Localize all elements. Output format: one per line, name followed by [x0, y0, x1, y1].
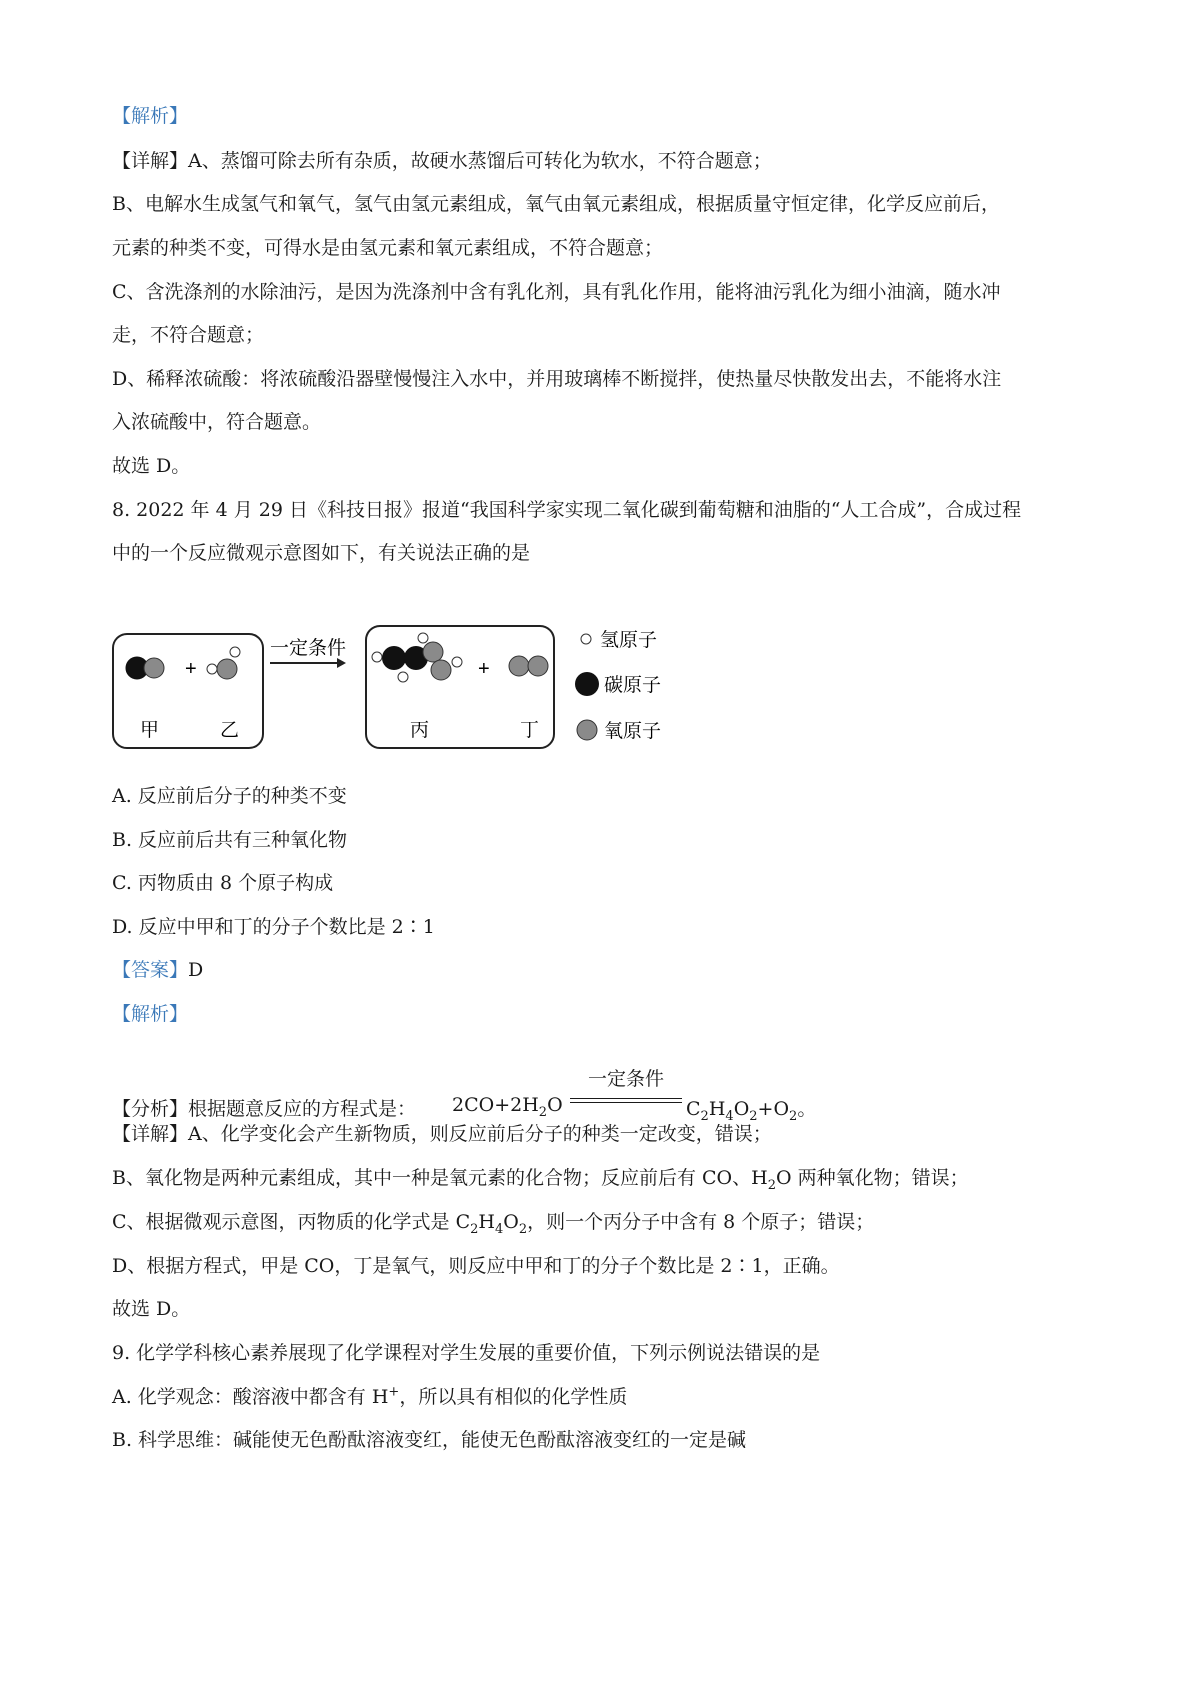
eq-r5: 。: [797, 1098, 817, 1120]
detail-line-b2: 元素的种类不变，可得水是由氢元素和氧元素组成，不符合题意；: [112, 237, 664, 259]
detail2-line-d: D、根据方程式，甲是 CO，丁是氧气，则反应中甲和丁的分子个数比是 2∶1，正确。: [112, 1255, 840, 1277]
q9a-2: ，所以具有相似的化学性质: [399, 1386, 628, 1408]
eq-r2: H: [708, 1098, 726, 1120]
d2sub: 2: [767, 1177, 776, 1193]
d3s3: 2: [518, 1221, 528, 1237]
d2b: O 两种氧化物；错误；: [775, 1167, 969, 1189]
reactant-box: [113, 634, 263, 748]
d3b: H: [478, 1211, 495, 1233]
label-ding: 丁: [520, 719, 540, 741]
eq-left-sub: 2: [538, 1104, 548, 1120]
question-9-option-b: B. 科学思维：碱能使无色酚酞溶液变红，能使无色酚酞溶液变红的一定是碱: [112, 1429, 747, 1451]
detail-line-b1: B、电解水生成氢气和氧气，氢气由氢元素组成，氧气由氧元素组成，根据质量守恒定律，化学反应前后，: [112, 193, 1000, 215]
oxygen-atom: [509, 656, 529, 676]
plus-sign: +: [185, 658, 197, 680]
detail2-line-b: [112, 1166, 969, 1193]
q9a-1: A. 化学观念：酸溶液中都含有 H: [112, 1386, 389, 1408]
q9a-sup: +: [388, 1384, 400, 1400]
legend-carbon-label: 碳原子: [604, 674, 662, 696]
equation-products: [686, 1094, 817, 1124]
legend-hydrogen-icon: [581, 634, 591, 644]
equation-reactants: [452, 1094, 563, 1120]
eq-r3s: 2: [749, 1108, 758, 1124]
oxygen-atom: [528, 656, 548, 676]
label-jia: 甲: [140, 719, 160, 741]
legend-oxygen-icon: [577, 720, 597, 740]
question-9: 9. 化学学科核心素养展现了化学课程对学生发展的重要价值，下列示例说法错误的是: [112, 1342, 821, 1364]
d3c: O: [503, 1211, 519, 1233]
d3a: C、根据微观示意图，丙物质的化学式是 C: [112, 1211, 471, 1233]
oxygen-atom: [217, 659, 237, 679]
eq-r1: C: [686, 1098, 701, 1120]
analysis-heading: 【解析】: [112, 105, 189, 127]
question-8-line-2: 中的一个反应微观示意图如下，有关说法正确的是: [112, 542, 531, 564]
legend-hydrogen-label: 氢原子: [600, 629, 658, 651]
detail-line-c1: C、含洗涤剂的水除油污，是因为洗涤剂中含有乳化剂，具有乳化作用，能将油污乳化为细小油滴，随水冲: [112, 281, 1001, 303]
analysis-heading-2: 【解析】: [112, 1003, 189, 1025]
analysis-text: [112, 1094, 416, 1121]
label-yi: 乙: [220, 719, 240, 741]
eq-left-end: O: [547, 1094, 563, 1116]
eq-r4: +O: [757, 1098, 790, 1120]
eq-r3: O: [733, 1098, 750, 1120]
analysis-body: 根据题意反应的方程式是：: [188, 1098, 417, 1120]
arrow-head: [337, 658, 346, 668]
d2a: B、氧化物是两种元素组成，其中一种是氧元素的化合物；反应前后有 CO、H: [112, 1167, 768, 1189]
carbon-atom: [382, 646, 406, 670]
conclusion-line: 故选 D。: [112, 455, 191, 477]
d3s1: 2: [470, 1221, 479, 1237]
legend-oxygen-label: 氧原子: [604, 720, 662, 742]
hydrogen-atom: [230, 647, 240, 657]
detail-line-c2: 走，不符合题意；: [112, 324, 265, 346]
detail-line-a: [112, 149, 772, 173]
detail2-line-c: [112, 1210, 875, 1237]
detail-line-d2: 入浓硫酸中，符合题意。: [112, 411, 322, 433]
conclusion-line-2: 故选 D。: [112, 1298, 191, 1320]
d3s2: 4: [494, 1221, 504, 1237]
label-bing: 丙: [410, 719, 430, 741]
answer-tag: 【答案】: [112, 959, 189, 981]
question-9-option-a: [112, 1385, 627, 1409]
option-d: D. 反应中甲和丁的分子个数比是 2∶1: [112, 916, 435, 938]
eq-left-text: 2CO+2H: [452, 1094, 539, 1116]
hydrogen-atom: [418, 633, 428, 643]
eq-r4s: 2: [789, 1108, 798, 1124]
option-c: C. 丙物质由 8 个原子构成: [112, 872, 334, 894]
analysis-tag: 【分析】: [112, 1098, 189, 1120]
detail2-tag: 【详解】: [112, 1123, 189, 1145]
detail-text: A、蒸馏可除去所有杂质，故硬水蒸馏后可转化为软水，不符合题意；: [188, 150, 772, 172]
detail-line-d1: D、稀释浓硫酸：将浓硫酸沿器壁慢慢注入水中，并用玻璃棒不断搅拌，使热量尽快散发出去，不能将水注: [112, 368, 1002, 390]
hydrogen-atom: [452, 657, 462, 667]
equation-condition: 一定条件: [587, 1068, 664, 1090]
question-8-line-1: 8. 2022 年 4 月 29 日《科技日报》报道“我国科学家实现二氧化碳到葡萄糖和油脂的“人工合成”，合成过程: [112, 499, 1022, 521]
hydrogen-atom: [207, 664, 217, 674]
eq-r2s: 4: [725, 1108, 734, 1124]
equation-bar-bottom: [570, 1102, 682, 1103]
reaction-diagram: [112, 622, 712, 758]
oxygen-atom: [423, 642, 443, 662]
detail-tag: 【详解】: [112, 150, 189, 172]
oxygen-atom: [144, 658, 164, 678]
option-a: A. 反应前后分子的种类不变: [112, 785, 347, 807]
arrow-condition: 一定条件: [270, 637, 347, 659]
hydrogen-atom: [372, 652, 382, 662]
equation-bar-top: [570, 1098, 682, 1099]
answer-value: D: [188, 959, 204, 981]
legend-carbon-icon: [575, 672, 599, 696]
d3d: ，则一个丙分子中含有 8 个原子；错误；: [527, 1211, 875, 1233]
eq-r1s: 2: [700, 1108, 709, 1124]
detail2-text-a: A、化学变化会产生新物质，则反应前后分子的种类一定改变，错误；: [188, 1123, 772, 1145]
option-b: B. 反应前后共有三种氧化物: [112, 829, 348, 851]
oxygen-atom: [431, 660, 451, 680]
answer-line: [112, 958, 203, 982]
detail2-line-a: [112, 1122, 772, 1146]
hydrogen-atom: [398, 672, 408, 682]
plus-sign: +: [478, 658, 490, 680]
